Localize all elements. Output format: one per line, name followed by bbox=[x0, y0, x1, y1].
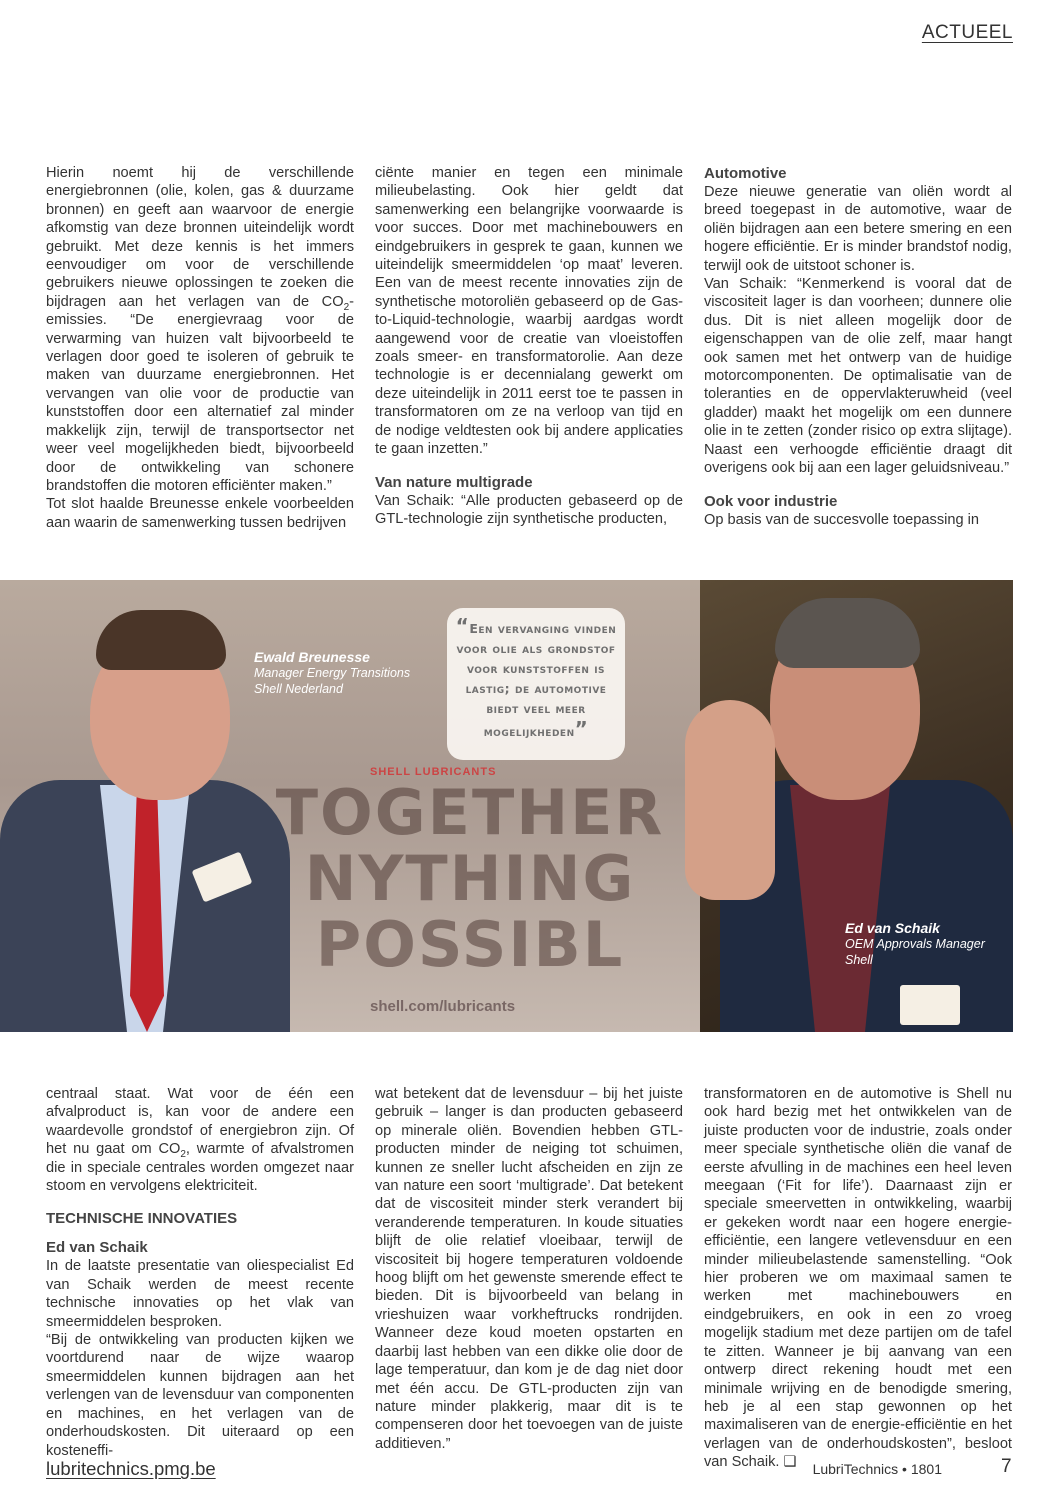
paragraph: Op basis van de succesvolle toepassing in bbox=[704, 511, 980, 528]
pull-quote-text: Een vervanging vinden voor olie als grondstof voor kunststoffen is lastig; de automotive biedt veel meer mogelijkheden bbox=[456, 621, 617, 739]
event-photo bbox=[0, 580, 1013, 1032]
speaker-2-hair bbox=[775, 598, 920, 668]
caption-name: Ewald Breunesse bbox=[254, 649, 370, 665]
paragraph: Van Schaik: “Kenmerkend is vooral dat de viscositeit lager is dan voorheen; dunnere olie dus. Dit is niet alleen mogelijk door de eigenschappen van de olie zelf, maar hangt ook samen met het ontwerp van de huidige motorcomponenten. De optimalisatie van de toleranties en de oppervlakteruwheid (veel gladder) maakt het mogelijk om een dunnere olie in te zetten (zonder risico op extra slijtage). Naast een verhoogde efficiëntie draagt dit overigens ook bij aan een lager geluidsniveau.” bbox=[704, 276, 1012, 477]
paragraph: “Bij de ontwikkeling van producten kijken we voortdurend naar de wijze waarop smeermiddelen kunnen bijdragen aan het verlengen van de levensduur van componenten en machines, en het verlagen van de onderhoudskosten. Dit uiteraard op een kosteneffi- bbox=[46, 1332, 354, 1459]
speaker-1-hair bbox=[96, 610, 226, 670]
wall-slogan-text: TOGETHER NYTHING POSSIBL bbox=[275, 776, 665, 981]
wall-brand-text: SHELL LUBRICANTS bbox=[370, 766, 497, 778]
subheading: Ook voor industrie bbox=[704, 492, 838, 510]
article-column-2 bbox=[375, 164, 683, 528]
article-column-4 bbox=[46, 1085, 354, 1460]
footer-website-link[interactable]: lubritechnics.pmg.be bbox=[46, 1458, 216, 1479]
article-column-6 bbox=[704, 1085, 1012, 1472]
paragraph: centraal staat. Wat voor de één een afvalproduct is, kan voor de andere een waardevolle grondstof of energiebron zijn. Of het nu gaat om $CO_2$, warmte of afvalstromen die in speciale centrales worden omgezet naar stoom en vervolgens elektriciteit. bbox=[46, 1086, 354, 1195]
end-mark-icon: ❑ bbox=[783, 1454, 797, 1471]
article-column-5 bbox=[375, 1085, 683, 1453]
subheading: Van nature multigrade bbox=[375, 473, 533, 491]
paragraph: In de laatste presentatie van oliespecialist Ed van Schaik werden de meest recente technische innovaties op het vlak van smeermiddelen besproken. bbox=[46, 1258, 354, 1330]
subheading: Ed van Schaik bbox=[46, 1239, 148, 1257]
photo-caption-left bbox=[254, 649, 410, 697]
quote-close-mark: ” bbox=[574, 717, 589, 741]
paragraph: wat betekent dat de levensduur – bij het juiste gebruik – langer is dan producten gebaseerd op minerale oliën. Bovendien hebben GTL-producten minder de neiging tot schuimen, kunnen ze sneller lucht afscheiden en zijn ze van nature een soort ‘multigrade’. Dat betekent dat de viscositeit minder sterk verandert bij veranderende temperaturen. In koude situaties blijft de olie relatief vloeibaar, terwijl de viscositeit bij hogere temperaturen voldoende hoog blijft om het gewenste smerende effect te bieden. Dit is bijvoorbeeld van belang in vrieshuizen waar vorkheftrucks rondrijden. Wanneer deze koud moeten opstarten en daarbij last hebben van een dikke olie door de lage temperatuur, dan kom je de dag niet door met één accu. De GTL-producten zijn van nature minder plakkerig, maar dit is te compenseren door het toevoegen van de juiste additieven.” bbox=[375, 1086, 683, 1452]
speaker-2-hands bbox=[685, 700, 775, 900]
caption-role: Manager Energy Transitions bbox=[254, 666, 411, 680]
photo-caption-right bbox=[845, 920, 985, 968]
wall-url-text: shell.com/lubricants bbox=[370, 998, 516, 1015]
paragraph: Hierin noemt hij de verschillende energiebronnen (olie, kolen, gas & duurzame bronnen) en geeft aan waarvoor de energie afkomstig van deze bronnen uiteindelijk wordt gebruikt. Met deze kennis is het immers eenvoudiger om voor de verschillende gebruikers nieuwe oplossingen te zoeken die bijdragen aan het verlagen van de $CO_2$-emissies. “De energievraag voor de verwarming van huizen valt bijvoorbeeld te verlagen door goed te isoleren of gebruik te maken van duurzame energiebronnen. Het vervangen van olie voor de productie van kunststoffen door een alternatief zal minder makkelijk zijn, terwijl de transportsector net weer veel mogelijkheden biedt, bijvoorbeeld door de ontwikkeling van schonere brandstoffen die motoren efficiënter maken.” bbox=[46, 165, 354, 494]
article-column-1 bbox=[46, 164, 354, 532]
footer-publication: LubriTechnics • 1801 bbox=[812, 1461, 942, 1477]
paragraph: ciënte manier en tegen een minimale milieubelasting. Ook hier geldt dat samenwerking een belangrijke voorwaarde is voor succes. Door met machinebouwers en eindgebruikers in gesprek te gaan, kunnen we uiteindelijk smeermiddelen ‘op maat’ leveren. Een van de meest recente innovaties zijn de synthetische motoroliën gebaseerd op de Gas-to-Liquid-technologie, waarbij aardgas wordt aangewend voor de creatie van vloeistoffen zoals smeer- en transformatorolie. Aan deze technologie is er decennialang gewerkt om deze uiteindelijk in 2011 eerst toe te passen in transformatoren om ze na verloop van tijd en de nodige veldtesten ook bij andere applicaties te gaan inzetten.” bbox=[375, 165, 683, 458]
paragraph: Deze nieuwe generatie van oliën wordt al breed toegepast in de automotive, waar de oliën bijdragen aan een betere smering en een hogere efficiëntie. Er is minder brandstof nodig, terwijl ook de uitstoot schoner is. bbox=[704, 184, 1012, 274]
paragraph: Van Schaik: “Alle producten gebaseerd op de GTL-technologie zijn synthetische producten, bbox=[375, 492, 683, 527]
article-column-3 bbox=[704, 164, 1012, 529]
section-label: ACTUEEL bbox=[921, 22, 1013, 43]
caption-company: Shell Nederland bbox=[254, 682, 343, 696]
page-number: 7 bbox=[1001, 1456, 1012, 1477]
pull-quote bbox=[447, 608, 625, 760]
caption-company: Shell bbox=[845, 953, 873, 967]
paragraph: transformatoren en de automotive is Shell nu ook hard bezig met het ontwikkelen van de juiste producten voor de industrie, zoals onder meer speciale synthetische oliën die vanaf de eerste afvulling in de machines een heel leven meegaan (‘Fit for life’). Daarnaast zijn er speciale smeervetten in ontwikkeling, waarbij er gekeken wordt naar een hogere energie-efficiëntie, een langere vetlevensduur en een minder milieubelastende samenstelling. “Ook hier proberen we om maximaal samen te werken met machinebouwers en eindgebruikers, en ook in een zo vroeg mogelijk stadium met deze partijen om de tafel te zitten. Wanneer je bij aanvang van een ontwerp direct rekening houdt met een minimale wrijving en de benodigde smering, heb je al een stap gewonnen op het maximaliseren van de energie-efficiëntie en het verlagen van de onderhoudskosten”, besloot van Schaik. ❑ bbox=[704, 1086, 1012, 1471]
section-heading: TECHNISCHE INNOVATIES bbox=[46, 1210, 238, 1228]
subheading: Automotive bbox=[704, 165, 787, 182]
caption-name: Ed van Schaik bbox=[845, 920, 940, 936]
paragraph: Tot slot haalde Breunesse enkele voorbeelden aan waarin de samenwerking tussen bedrijven bbox=[46, 496, 354, 531]
speaker-2-badge bbox=[900, 985, 960, 1025]
caption-role: OEM Approvals Manager bbox=[845, 937, 985, 951]
quote-open-mark: “ bbox=[455, 614, 470, 638]
